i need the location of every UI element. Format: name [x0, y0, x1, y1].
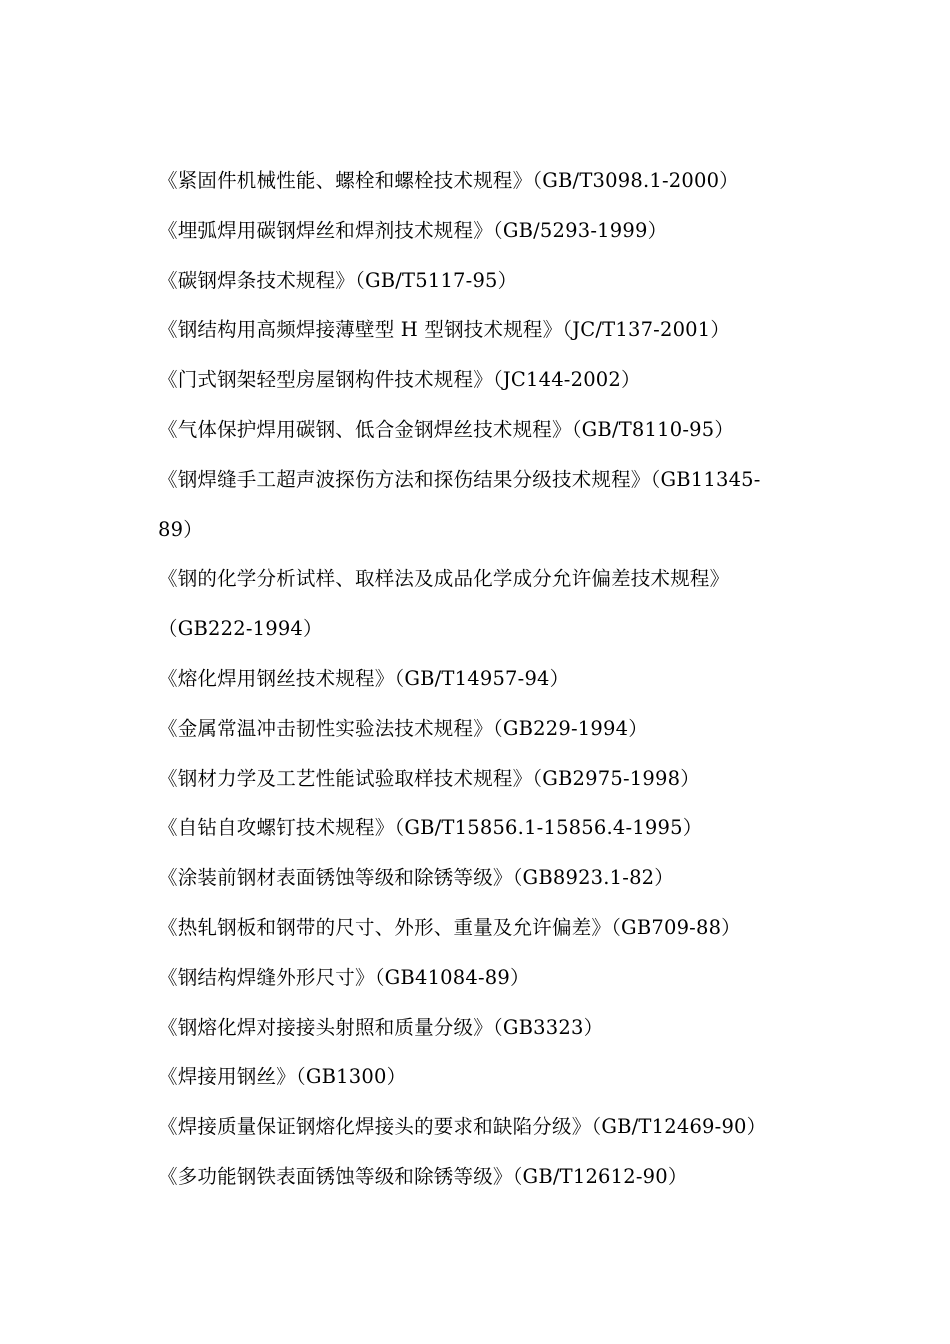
standard-line: 《钢的化学分析试样、取样法及成品化学成分允许偏差技术规程》: [158, 567, 730, 591]
standards-list: [158, 156, 842, 1202]
standard-line-continuation: 89）: [158, 517, 203, 541]
standard-line: 《涂装前钢材表面锈蚀等级和除锈等级》（GB8923.1-82）: [158, 866, 674, 890]
standard-line: 《钢熔化焊对接接头射照和质量分级》（GB3323）: [158, 1015, 604, 1039]
standard-line: 《金属常温冲击韧性实验法技术规程》（GB229-1994）: [158, 716, 648, 740]
standard-line: 《紧固件机械性能、螺栓和螺栓技术规程》（GB/T3098.1-2000）: [158, 169, 739, 192]
standard-line: 《多功能钢铁表面锈蚀等级和除锈等级》（GB/T12612-90）: [158, 1164, 688, 1188]
standard-line: 《自钻自攻螺钉技术规程》（GB/T15856.1-15856.4-1995）: [158, 816, 703, 840]
standard-line: 《热轧钢板和钢带的尺寸、外形、重量及允许偏差》（GB709-88）: [158, 915, 741, 939]
standard-line: 《气体保护焊用碳钢、低合金钢焊丝技术规程》（GB/T8110-95）: [158, 417, 735, 441]
standard-line: 《焊接用钢丝》（GB1300）: [158, 1065, 407, 1089]
standard-line: 《门式钢架轻型房屋钢构件技术规程》（JC144-2002）: [158, 368, 641, 392]
standard-line: 《钢焊缝手工超声波探伤方法和探伤结果分级技术规程》（GB11345-: [158, 467, 761, 491]
standard-line: 《焊接质量保证钢熔化焊接头的要求和缺陷分级》（GB/T12469-90）: [158, 1115, 767, 1139]
standard-line: 《熔化焊用钢丝技术规程》（GB/T14957-94）: [158, 666, 570, 690]
standard-line-continuation: （GB222-1994）: [158, 617, 323, 641]
standard-line: 《埋弧焊用碳钢焊丝和焊剂技术规程》（GB/5293-1999）: [158, 218, 668, 242]
standard-line: 《钢材力学及工艺性能试验取样技术规程》（GB2975-1998）: [158, 766, 700, 790]
standard-line: 《碳钢焊条技术规程》（GB/T5117-95）: [158, 268, 518, 292]
standard-line: 《钢结构焊缝外形尺寸》（GB41084-89）: [158, 965, 530, 989]
standard-line: 《钢结构用高频焊接薄壁型 H 型钢技术规程》（JC/T137-2001）: [158, 318, 731, 342]
